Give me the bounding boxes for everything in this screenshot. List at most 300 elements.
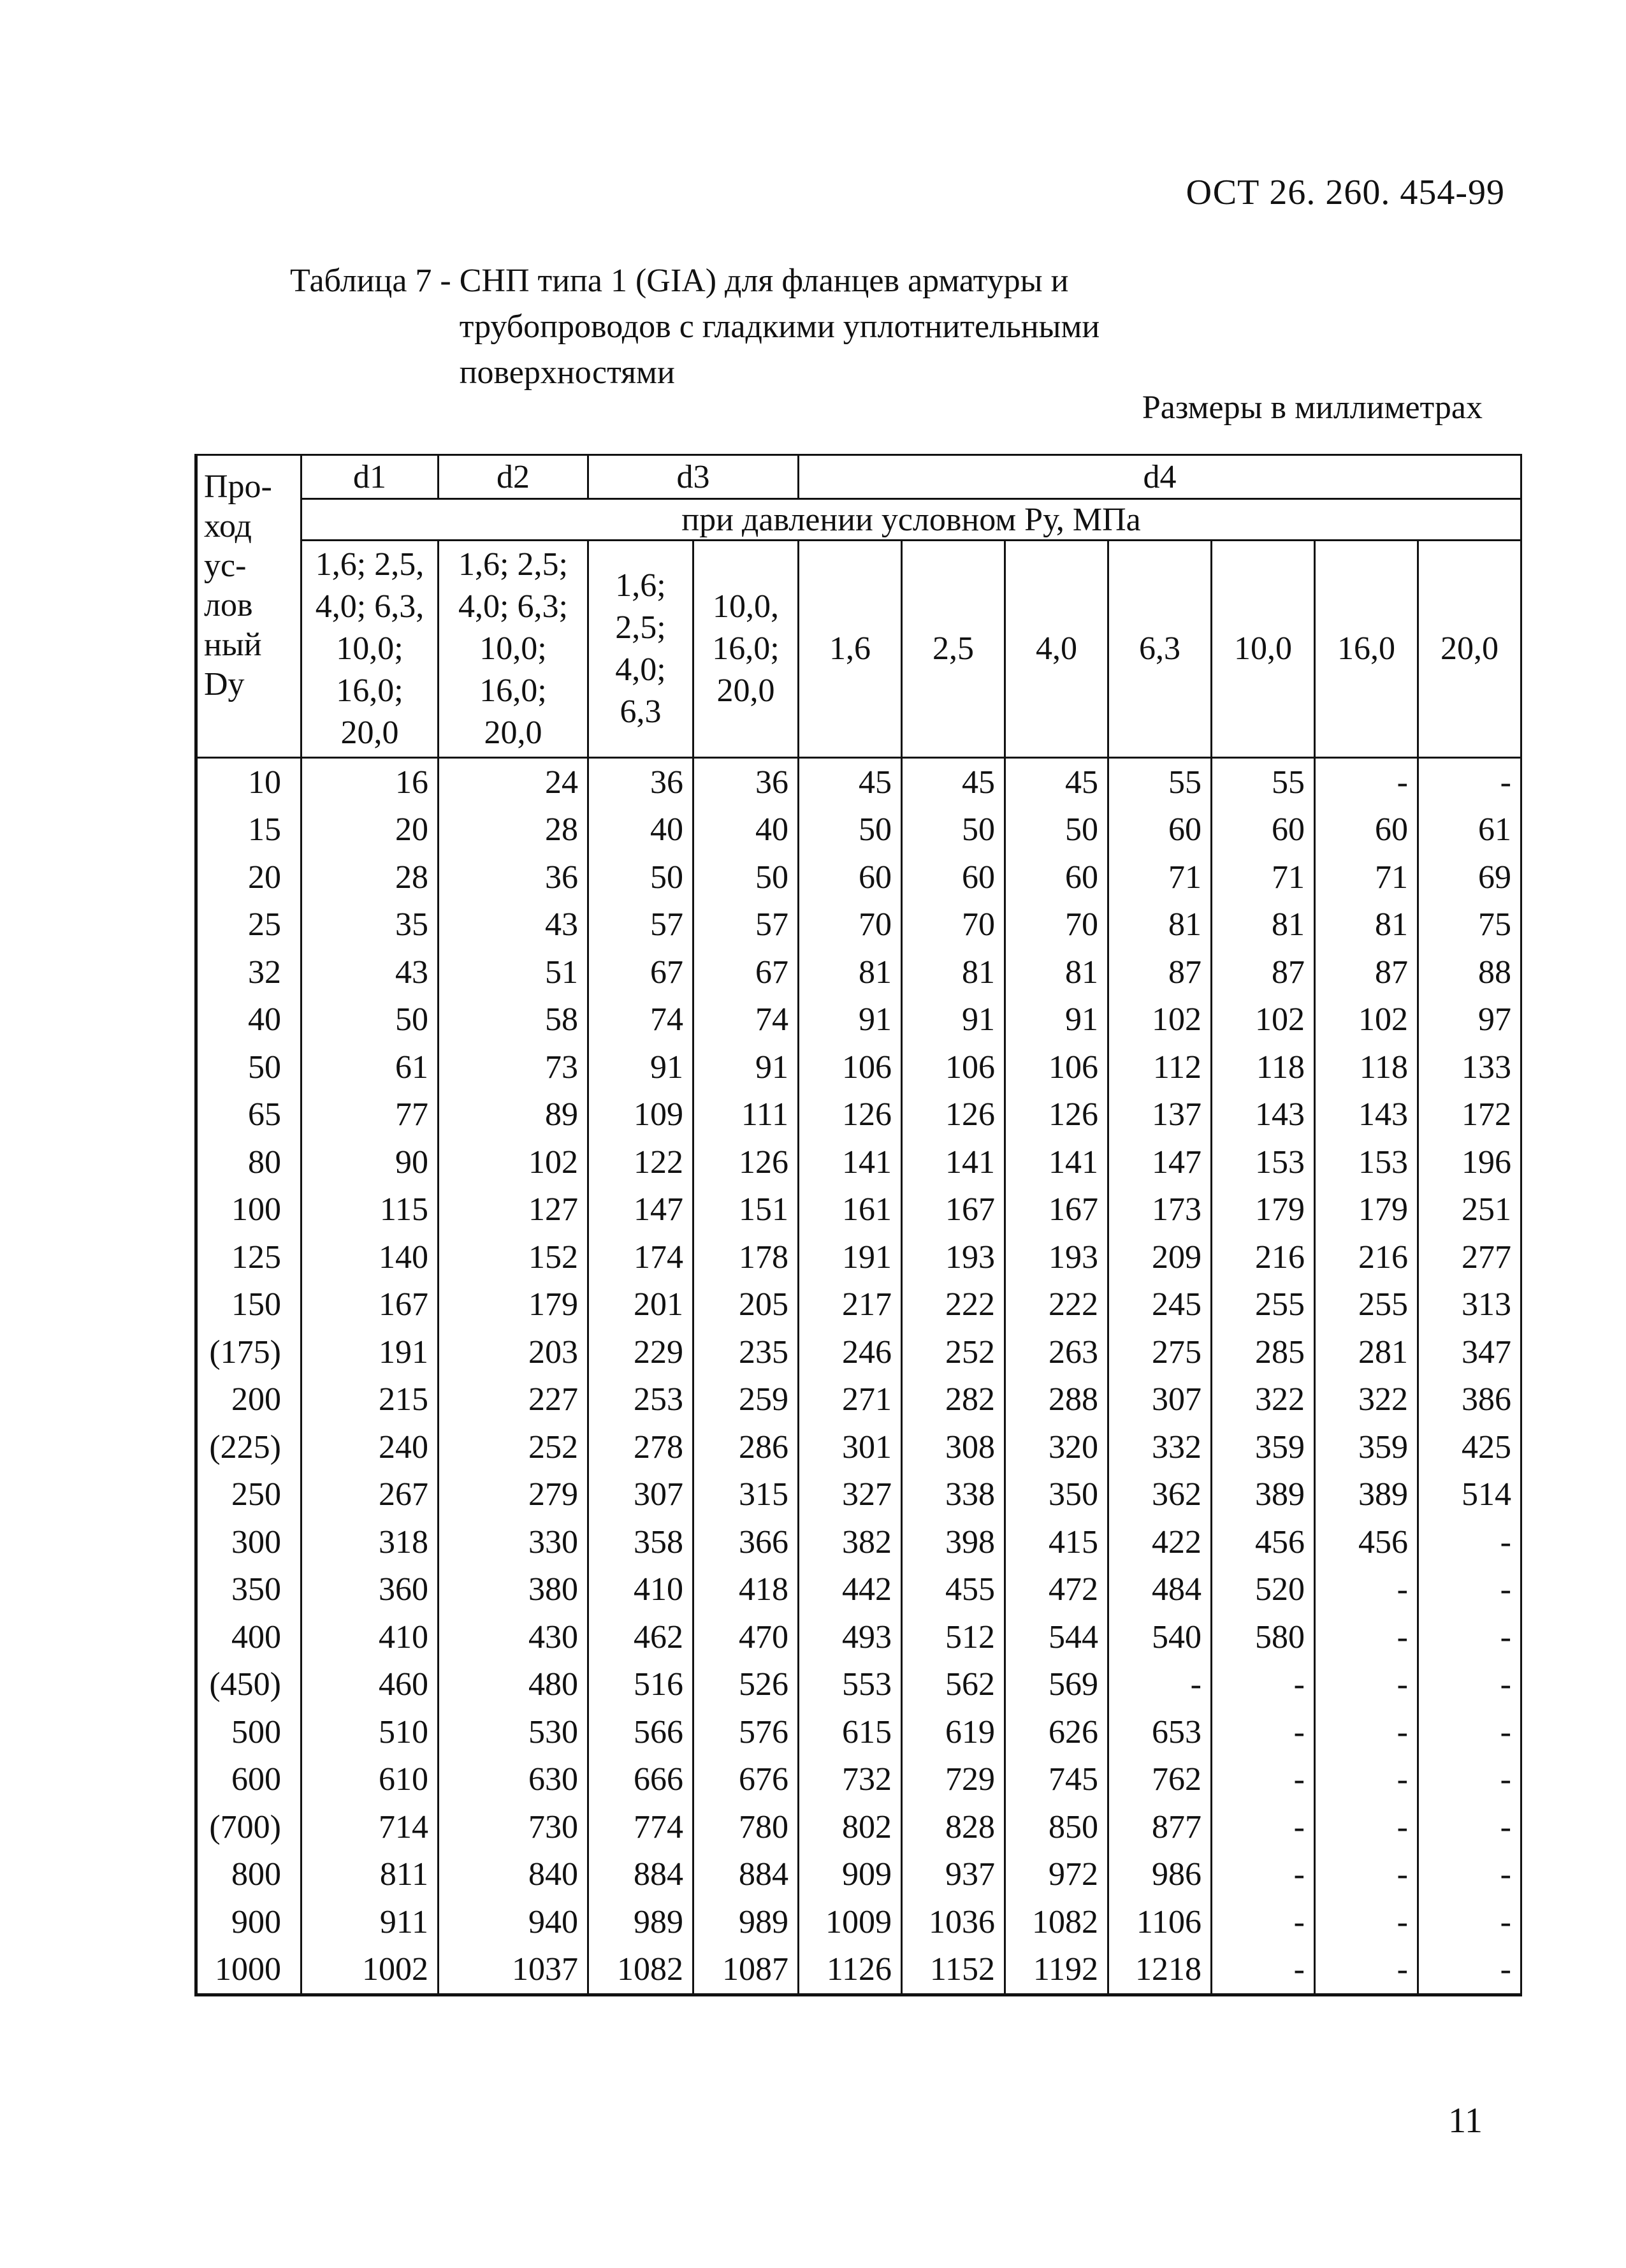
table-cell: 472 (1005, 1566, 1108, 1614)
header-pressure-values (588, 541, 693, 758)
pressure-value: 16,0; (336, 672, 403, 709)
table-cell: 362 (1108, 1471, 1212, 1519)
units-note: Размеры в миллиметрах (1142, 389, 1483, 426)
table-cell: - (1315, 758, 1418, 806)
cell-nominal-diameter: 65 (196, 1091, 301, 1139)
table-cell: 147 (1108, 1138, 1212, 1186)
table-cell: 106 (902, 1043, 1005, 1091)
table-cell: 330 (439, 1518, 588, 1566)
cell-nominal-diameter: 125 (196, 1233, 301, 1281)
table-cell: 460 (301, 1661, 439, 1709)
table-cell: 307 (588, 1471, 693, 1519)
table-cell: 28 (439, 806, 588, 854)
cell-nominal-diameter: (700) (196, 1803, 301, 1851)
table-row (196, 901, 1521, 949)
table-cell: 127 (439, 1186, 588, 1234)
table-cell: 109 (588, 1091, 693, 1139)
table-cell: 1002 (301, 1946, 439, 1995)
table-cell: 544 (1005, 1613, 1108, 1661)
table-cell: 87 (1108, 949, 1212, 996)
table-cell: 252 (439, 1423, 588, 1471)
table-cell: 151 (693, 1186, 799, 1234)
table-row (196, 1043, 1521, 1091)
table-cell: 50 (1005, 806, 1108, 854)
table-cell: 972 (1005, 1851, 1108, 1899)
table-cell: 45 (799, 758, 902, 806)
table-cell: 126 (1005, 1091, 1108, 1139)
table-cell: 70 (799, 901, 902, 949)
table-cell: 359 (1315, 1423, 1418, 1471)
cell-nominal-diameter: (225) (196, 1423, 301, 1471)
table-cell: 389 (1315, 1471, 1418, 1519)
pressure-value: 4,0 (1036, 630, 1077, 667)
table-cell: 884 (588, 1851, 693, 1899)
cell-nominal-diameter: (450) (196, 1661, 301, 1709)
table-cell: - (1418, 1756, 1521, 1804)
table-cell: 36 (439, 854, 588, 901)
table-cell: 70 (902, 901, 1005, 949)
table-cell: - (1212, 1803, 1315, 1851)
header-pressure-values (1005, 541, 1108, 758)
table-cell: 90 (301, 1138, 439, 1186)
table-cell: 1087 (693, 1946, 799, 1995)
table-cell: 74 (693, 996, 799, 1044)
table-cell: 714 (301, 1803, 439, 1851)
table-row (196, 854, 1521, 901)
table-cell: 147 (588, 1186, 693, 1234)
pressure-value: 16,0; (479, 672, 547, 709)
table-cell: 43 (301, 949, 439, 996)
table-cell: 308 (902, 1423, 1005, 1471)
table-cell: 102 (439, 1138, 588, 1186)
table-cell: 275 (1108, 1328, 1212, 1376)
table-cell: - (1418, 1708, 1521, 1756)
table-cell: 510 (301, 1708, 439, 1756)
table-cell: - (1418, 1898, 1521, 1946)
table-cell: - (1315, 1613, 1418, 1661)
table-cell: 143 (1212, 1091, 1315, 1139)
header-d1: d1 (301, 455, 439, 499)
table-cell: 133 (1418, 1043, 1521, 1091)
table-cell: 50 (799, 806, 902, 854)
table-cell: 989 (693, 1898, 799, 1946)
table-cell: 193 (902, 1233, 1005, 1281)
table-cell: 106 (1005, 1043, 1108, 1091)
table-cell: 60 (1005, 854, 1108, 901)
table-cell: 380 (439, 1566, 588, 1614)
caption-text: СНП типа 1 (GIA) для фланцев арматуры и трубопроводов с гладкими уплотнительными поверхностями (459, 263, 1100, 391)
table-cell: 205 (693, 1281, 799, 1329)
table-cell: 277 (1418, 1233, 1521, 1281)
table-cell: 322 (1212, 1376, 1315, 1424)
table-cell: 203 (439, 1328, 588, 1376)
document-code: ОСТ 26. 260. 454-99 (1186, 173, 1505, 212)
pressure-value: 10,0; (479, 630, 547, 667)
table-cell: 118 (1315, 1043, 1418, 1091)
table-row (196, 1233, 1521, 1281)
table-cell: 730 (439, 1803, 588, 1851)
table-cell: 69 (1418, 854, 1521, 901)
table-row (196, 1756, 1521, 1804)
table-cell: - (1315, 1803, 1418, 1851)
table-cell: 58 (439, 996, 588, 1044)
table-caption (290, 258, 1224, 396)
table-cell: 630 (439, 1756, 588, 1804)
table-cell: 153 (1315, 1138, 1418, 1186)
pressure-value: 1,6; (615, 567, 666, 604)
table-cell: 50 (588, 854, 693, 901)
table-cell: 97 (1418, 996, 1521, 1044)
table-cell: 28 (301, 854, 439, 901)
table-cell: 1082 (588, 1946, 693, 1995)
table-row (196, 1091, 1521, 1139)
table-cell: 141 (902, 1138, 1005, 1186)
table-cell: 909 (799, 1851, 902, 1899)
table-cell: 126 (693, 1138, 799, 1186)
header-pressure-values (902, 541, 1005, 758)
cell-nominal-diameter: 350 (196, 1566, 301, 1614)
header-pressure-values (1212, 541, 1315, 758)
pressure-value: 1,6; 2,5, (315, 546, 425, 583)
header-dn-line: ус- (204, 548, 247, 584)
table-cell: 271 (799, 1376, 902, 1424)
table-cell: 619 (902, 1708, 1005, 1756)
table-cell: 940 (439, 1898, 588, 1946)
table-cell: 1192 (1005, 1946, 1108, 1995)
table-cell: 322 (1315, 1376, 1418, 1424)
cell-nominal-diameter: 900 (196, 1898, 301, 1946)
table-cell: 255 (1212, 1281, 1315, 1329)
table-cell: - (1315, 1566, 1418, 1614)
table-row (196, 758, 1521, 806)
table-cell: 516 (588, 1661, 693, 1709)
table-cell: 178 (693, 1233, 799, 1281)
table-cell: 122 (588, 1138, 693, 1186)
table-cell: 102 (1315, 996, 1418, 1044)
table-cell: 307 (1108, 1376, 1212, 1424)
table-cell: 50 (902, 806, 1005, 854)
table-cell: 111 (693, 1091, 799, 1139)
table-cell: 173 (1108, 1186, 1212, 1234)
header-nominal-diameter (196, 455, 301, 758)
table-cell: 50 (693, 854, 799, 901)
table-cell: 455 (902, 1566, 1005, 1614)
table-cell: 74 (588, 996, 693, 1044)
table-cell: 24 (439, 758, 588, 806)
table-row (196, 1518, 1521, 1566)
table-cell: 73 (439, 1043, 588, 1091)
header-dn-line: Dy (204, 666, 245, 702)
table-cell: - (1418, 1946, 1521, 1995)
pressure-value: 4,0; 6,3, (315, 588, 425, 625)
header-pressure-values (799, 541, 902, 758)
table-cell: 327 (799, 1471, 902, 1519)
table-cell: 137 (1108, 1091, 1212, 1139)
table-cell: 263 (1005, 1328, 1108, 1376)
table-cell: 626 (1005, 1708, 1108, 1756)
table-cell: 877 (1108, 1803, 1212, 1851)
table-cell: 167 (1005, 1186, 1108, 1234)
table-cell: 209 (1108, 1233, 1212, 1281)
table-cell: 762 (1108, 1756, 1212, 1804)
table-cell: 745 (1005, 1756, 1108, 1804)
table-cell: 358 (588, 1518, 693, 1566)
pressure-value: 16,0; (712, 630, 780, 667)
table-cell: 153 (1212, 1138, 1315, 1186)
pressure-value: 4,0; (615, 651, 666, 688)
table-cell: 161 (799, 1186, 902, 1234)
table-cell: 55 (1108, 758, 1212, 806)
table-cell: 255 (1315, 1281, 1418, 1329)
table-cell: 88 (1418, 949, 1521, 996)
table-cell: - (1418, 1518, 1521, 1566)
table-cell: 61 (301, 1043, 439, 1091)
table-cell: 989 (588, 1898, 693, 1946)
table-cell: 267 (301, 1471, 439, 1519)
table-cell: 530 (439, 1708, 588, 1756)
table-row (196, 1471, 1521, 1519)
cell-nominal-diameter: (175) (196, 1328, 301, 1376)
table-cell: 126 (799, 1091, 902, 1139)
table-cell: 410 (301, 1613, 439, 1661)
table-cell: 1126 (799, 1946, 902, 1995)
table-cell: 115 (301, 1186, 439, 1234)
table-cell: 1036 (902, 1898, 1005, 1946)
table-cell: 81 (1315, 901, 1418, 949)
table-body (196, 758, 1521, 1995)
table-cell: 320 (1005, 1423, 1108, 1471)
table-cell: - (1315, 1851, 1418, 1899)
cell-nominal-diameter: 600 (196, 1756, 301, 1804)
table-cell: 87 (1212, 949, 1315, 996)
table-row (196, 1946, 1521, 1995)
table-cell: 55 (1212, 758, 1315, 806)
table-cell: 462 (588, 1613, 693, 1661)
table-row (196, 1186, 1521, 1234)
table-cell: 152 (439, 1233, 588, 1281)
table-cell: 43 (439, 901, 588, 949)
table-cell: 456 (1315, 1518, 1418, 1566)
pressure-value: 20,0 (484, 715, 542, 751)
table-row (196, 1661, 1521, 1709)
table-cell: 840 (439, 1851, 588, 1899)
table-cell: 172 (1418, 1091, 1521, 1139)
pressure-value: 10,0; (336, 630, 403, 667)
table-cell: 216 (1315, 1233, 1418, 1281)
table-cell: 366 (693, 1518, 799, 1566)
table-cell: 102 (1212, 996, 1315, 1044)
table-cell: 288 (1005, 1376, 1108, 1424)
table-cell: 281 (1315, 1328, 1418, 1376)
table-cell: 36 (588, 758, 693, 806)
table-cell: 252 (902, 1328, 1005, 1376)
table-cell: 425 (1418, 1423, 1521, 1471)
header-pressure-values (1418, 541, 1521, 758)
table-cell: 141 (799, 1138, 902, 1186)
cell-nominal-diameter: 32 (196, 949, 301, 996)
table-cell: 470 (693, 1613, 799, 1661)
cell-nominal-diameter: 15 (196, 806, 301, 854)
table-cell: 179 (439, 1281, 588, 1329)
table-cell: 1152 (902, 1946, 1005, 1995)
table-cell: 382 (799, 1518, 902, 1566)
pressure-value: 1,6 (829, 630, 871, 667)
header-dn-line: ход (204, 508, 252, 544)
table-cell: 222 (902, 1281, 1005, 1329)
table-cell: 67 (588, 949, 693, 996)
table-cell: 229 (588, 1328, 693, 1376)
table-cell: 610 (301, 1756, 439, 1804)
table-cell: 71 (1212, 854, 1315, 901)
table-cell: 520 (1212, 1566, 1315, 1614)
table-cell: 1218 (1108, 1946, 1212, 1995)
table-cell: 301 (799, 1423, 902, 1471)
pressure-value: 20,0 (340, 715, 399, 751)
pressure-value: 6,3 (620, 694, 662, 730)
table-cell: 246 (799, 1328, 902, 1376)
table-cell: 285 (1212, 1328, 1315, 1376)
table-cell: - (1212, 1898, 1315, 1946)
table-cell: 91 (1005, 996, 1108, 1044)
table-cell: - (1212, 1946, 1315, 1995)
table-row (196, 1281, 1521, 1329)
table-cell: - (1418, 1851, 1521, 1899)
pressure-value: 10,0, (713, 588, 779, 625)
pressure-value: 4,0; 6,3; (458, 588, 568, 625)
table-cell: - (1108, 1661, 1212, 1709)
table-cell: 347 (1418, 1328, 1521, 1376)
table-cell: 569 (1005, 1661, 1108, 1709)
table-cell: 514 (1418, 1471, 1521, 1519)
table-cell: 215 (301, 1376, 439, 1424)
table-cell: 61 (1418, 806, 1521, 854)
table-row (196, 996, 1521, 1044)
cell-nominal-diameter: 50 (196, 1043, 301, 1091)
table-cell: 493 (799, 1613, 902, 1661)
table-cell: 118 (1212, 1043, 1315, 1091)
table-cell: 81 (1108, 901, 1212, 949)
header-pressure-values (439, 541, 588, 758)
pressure-value: 16,0 (1337, 630, 1395, 667)
table-cell: 112 (1108, 1043, 1212, 1091)
table-cell: 222 (1005, 1281, 1108, 1329)
table-cell: 216 (1212, 1233, 1315, 1281)
table-cell: 81 (1005, 949, 1108, 996)
table-cell: 20 (301, 806, 439, 854)
table-cell: 418 (693, 1566, 799, 1614)
table-cell: 484 (1108, 1566, 1212, 1614)
table-cell: 75 (1418, 901, 1521, 949)
cell-nominal-diameter: 20 (196, 854, 301, 901)
table-cell: 126 (902, 1091, 1005, 1139)
cell-nominal-diameter: 500 (196, 1708, 301, 1756)
table-cell: 141 (1005, 1138, 1108, 1186)
table-row (196, 1423, 1521, 1471)
table-cell: 106 (799, 1043, 902, 1091)
table-cell: 81 (799, 949, 902, 996)
table-cell: 71 (1315, 854, 1418, 901)
table-cell: 50 (301, 996, 439, 1044)
table-cell: 360 (301, 1566, 439, 1614)
header-dn-line: Про- (204, 469, 272, 505)
table-cell: 167 (902, 1186, 1005, 1234)
cell-nominal-diameter: 40 (196, 996, 301, 1044)
table-cell: - (1212, 1661, 1315, 1709)
table-row (196, 1138, 1521, 1186)
table-cell: 398 (902, 1518, 1005, 1566)
table-cell: 359 (1212, 1423, 1315, 1471)
table-cell: - (1212, 1851, 1315, 1899)
table-cell: - (1418, 758, 1521, 806)
cell-nominal-diameter: 10 (196, 758, 301, 806)
table-cell: 91 (693, 1043, 799, 1091)
cell-nominal-diameter: 150 (196, 1281, 301, 1329)
page-number: 11 (1448, 2101, 1483, 2141)
table-cell: 1009 (799, 1898, 902, 1946)
table-cell: 143 (1315, 1091, 1418, 1139)
table-cell: 562 (902, 1661, 1005, 1709)
table-cell: - (1212, 1756, 1315, 1804)
header-dn-line: ный (204, 627, 262, 663)
table-cell: 174 (588, 1233, 693, 1281)
table-cell: 251 (1418, 1186, 1521, 1234)
table-cell: 828 (902, 1803, 1005, 1851)
table-cell: 1037 (439, 1946, 588, 1995)
table-cell: 253 (588, 1376, 693, 1424)
cell-nominal-diameter: 800 (196, 1851, 301, 1899)
pressure-value: 2,5 (933, 630, 974, 667)
table-cell: - (1418, 1613, 1521, 1661)
table-cell: - (1212, 1708, 1315, 1756)
pressure-value: 6,3 (1139, 630, 1180, 667)
table-cell: 71 (1108, 854, 1212, 901)
pressure-value: 20,0 (1441, 630, 1499, 667)
table-cell: - (1418, 1566, 1521, 1614)
table-cell: - (1418, 1803, 1521, 1851)
table-cell: 666 (588, 1756, 693, 1804)
table-cell: 193 (1005, 1233, 1108, 1281)
table-cell: 191 (301, 1328, 439, 1376)
table-cell: 16 (301, 758, 439, 806)
table-cell: - (1315, 1661, 1418, 1709)
cell-nominal-diameter: 300 (196, 1518, 301, 1566)
table-cell: 60 (1212, 806, 1315, 854)
table-cell: 45 (1005, 758, 1108, 806)
table-cell: 729 (902, 1756, 1005, 1804)
table-cell: 422 (1108, 1518, 1212, 1566)
table-cell: 60 (1315, 806, 1418, 854)
table-cell: 1082 (1005, 1898, 1108, 1946)
table-row (196, 806, 1521, 854)
table-cell: 315 (693, 1471, 799, 1519)
table-cell: 676 (693, 1756, 799, 1804)
table-cell: 282 (902, 1376, 1005, 1424)
table-cell: 77 (301, 1091, 439, 1139)
dimensions-table (194, 454, 1522, 1996)
table-cell: 89 (439, 1091, 588, 1139)
table-cell: 512 (902, 1613, 1005, 1661)
table-cell: 937 (902, 1851, 1005, 1899)
table-cell: 566 (588, 1708, 693, 1756)
table-cell: - (1315, 1708, 1418, 1756)
table-cell: 576 (693, 1708, 799, 1756)
table-cell: 911 (301, 1898, 439, 1946)
table-cell: 279 (439, 1471, 588, 1519)
table-cell: 553 (799, 1661, 902, 1709)
table-cell: 653 (1108, 1708, 1212, 1756)
table-row (196, 1566, 1521, 1614)
table-row (196, 949, 1521, 996)
